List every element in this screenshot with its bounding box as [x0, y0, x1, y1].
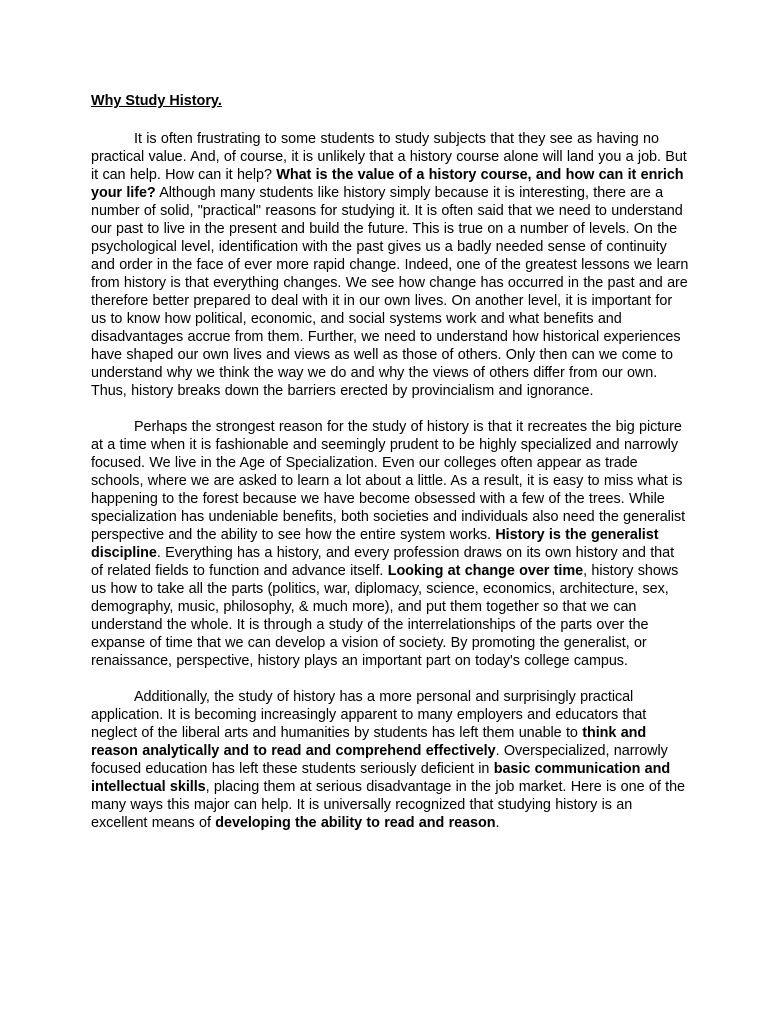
text-segment: . Everything has a history, and every profession draws on its own history and that of related fields to function and advance itself. — [91, 545, 675, 579]
bold-text-segment: History is the generalist discipline — [91, 527, 659, 561]
bold-text-segment: developing the ability to read and reason — [215, 815, 496, 831]
paragraph — [91, 688, 689, 832]
text-segment: Additionally, the study of history has a more personal and surprisingly practical application. It is becoming increasingly apparent to many employers and educators that neglect of the liberal arts and humanities by students has left them unable to — [91, 689, 647, 741]
paragraph — [91, 130, 689, 400]
paragraph-list — [91, 130, 689, 832]
text-segment: . Overspecialized, narrowly focused education has left these students seriously deficient in — [91, 743, 668, 777]
text-segment: It is often frustrating to some students to study subjects that they see as having no practical value. And, of course, it is unlikely that a history course alone will land you a job. But it can help. How can it help? — [91, 131, 687, 183]
document-title: Why Study History. — [91, 93, 222, 109]
document-body — [91, 92, 689, 850]
bold-text-segment: basic communication and intellectual skills — [91, 761, 671, 795]
text-segment: . — [495, 815, 500, 831]
text-segment: , history shows us how to take all the parts (politics, war, diplomacy, science, economics, architecture, sex, demography, music, philosophy, & much more), and put them together so that we can understand the whole. It is through a study of the interrelationships of the parts over the expanse of time that we can develop a vision of society. By promoting the generalist, or renaissance, perspective, history plays an important part on today's college campus. — [91, 563, 679, 669]
paragraph — [91, 418, 689, 670]
text-segment: Although many students like history simply because it is interesting, there are a number of solid, "practical" reasons for studying it. It is often said that we need to understand our past to live in the present and build the future. This is true on a number of levels. On the psychological level, identification with the past gives us a badly needed sense of continuity and order in the face of ever more rapid change. Indeed, one of the greatest lessons we learn from history is that everything changes. We see how change has occurred in the past and are therefore better prepared to deal with it in our own lives. On another level, it is important for us to know how political, economic, and social systems work and what benefits and disadvantages accrue from them. Further, we need to understand how historical experiences have shaped our own lives and views as well as those of others. Only then can we come to understand why we think the way we do and why the views of others differ from our own. Thus, history breaks down the barriers erected by provincialism and ignorance. — [91, 185, 689, 399]
text-segment: Perhaps the strongest reason for the study of history is that it recreates the big picture at a time when it is fashionable and seemingly prudent to be highly specialized and narrowly focused. We live in the Age of Specialization. Even our colleges often appear as trade schools, where we are asked to learn a lot about a little. As a result, it is easy to miss what is happening to the forest because we have become obsessed with a few of the trees. While specialization has undeniable benefits, both societies and individuals also need the generalist perspective and the ability to see how the entire system works. — [91, 419, 686, 543]
bold-text-segment: Looking at change over time — [387, 563, 584, 579]
bold-text-segment: think and reason analytically and to read and comprehend effectively — [91, 725, 647, 759]
text-segment: , placing them at serious disadvantage in the job market. Here is one of the many ways this major can help. It is universally recognized that studying history is an excellent means of — [91, 779, 685, 831]
bold-text-segment: What is the value of a history course, and how can it enrich your life? — [91, 167, 684, 201]
